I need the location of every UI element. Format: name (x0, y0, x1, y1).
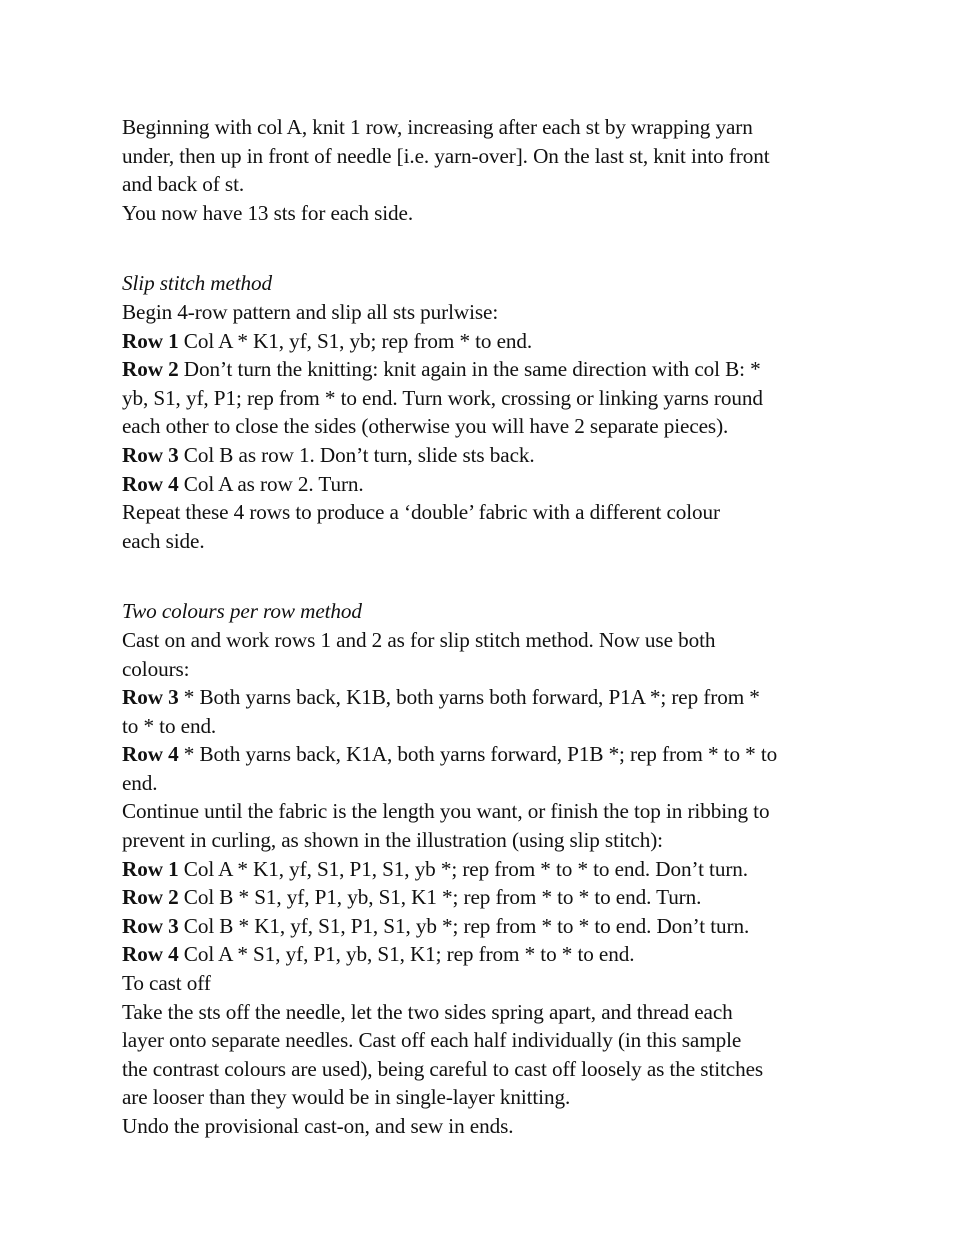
slip-stitch-section (122, 269, 857, 555)
row-instruction (122, 683, 857, 712)
row-text: Col B * S1, yf, P1, yb, S1, K1 *; rep from * to * to end. Turn. (178, 885, 702, 910)
row-text: Col A * K1, yf, S1, P1, S1, yb *; rep from * to * to end. Don’t turn. (178, 856, 748, 881)
row-instruction (122, 327, 857, 356)
row-text: * Both yarns back, K1B, both yarns both forward, P1A *; rep from * (178, 685, 760, 710)
text-line: Take the sts off the needle, let the two sides spring apart, and thread each (122, 999, 733, 1024)
text-line: yb, S1, yf, P1; rep from * to end. Turn work, crossing or linking yarns round (122, 385, 763, 410)
row-label: Row 3 (122, 442, 179, 467)
row-label: Row 4 (122, 942, 179, 967)
text-line: the contrast colours are used), being careful to cast off loosely as the stitches (122, 1056, 764, 1081)
row-instruction (122, 441, 857, 470)
row-text: Don’t turn the knitting: knit again in the same direction with col B: * (178, 357, 761, 382)
row-instruction (122, 470, 857, 499)
text-line: prevent in curling, as shown in the illustration (using slip stitch): (122, 828, 663, 853)
text-line: You now have 13 sts for each side. (122, 200, 414, 225)
row-label: Row 4 (122, 742, 179, 767)
text-line: Cast on and work rows 1 and 2 as for slip stitch method. Now use both (122, 627, 716, 652)
text-line: Continue until the fabric is the length you want, or finish the top in ribbing to (122, 799, 770, 824)
row-text: Col A * S1, yf, P1, yb, S1, K1; rep from * to * to end. (178, 942, 635, 967)
section-spacer (122, 227, 857, 269)
text-line: each other to close the sides (otherwise you will have 2 separate pieces). (122, 414, 729, 439)
row-label: Row 1 (122, 328, 179, 353)
row-instruction (122, 740, 857, 769)
row-label: Row 4 (122, 471, 179, 496)
row-instruction (122, 855, 857, 884)
document-page (122, 113, 857, 1141)
intro-paragraph (122, 113, 857, 227)
row-label: Row 3 (122, 913, 179, 938)
row-instruction (122, 912, 857, 941)
text-line: to * to end. (122, 713, 217, 738)
text-line: end. (122, 770, 158, 795)
row-text: Col B as row 1. Don’t turn, slide sts back. (178, 442, 535, 467)
two-colours-section (122, 597, 857, 1140)
text-line: Repeat these 4 rows to produce a ‘double’ fabric with a different colour (122, 500, 720, 525)
row-instruction (122, 940, 857, 969)
text-line: and back of st. (122, 172, 245, 197)
row-instruction (122, 355, 857, 384)
text-line: under, then up in front of needle [i.e. yarn-over]. On the last st, knit into front (122, 143, 770, 168)
text-line: Begin 4-row pattern and slip all sts purlwise: (122, 299, 499, 324)
row-label: Row 1 (122, 856, 179, 881)
text-line: are looser than they would be in single-layer knitting. (122, 1085, 571, 1110)
row-text: Col A as row 2. Turn. (178, 471, 364, 496)
row-text: Col B * K1, yf, S1, P1, S1, yb *; rep from * to * to end. Don’t turn. (178, 913, 750, 938)
section-heading: Two colours per row method (122, 599, 362, 624)
text-line: Beginning with col A, knit 1 row, increasing after each st by wrapping yarn (122, 115, 753, 139)
section-heading: Slip stitch method (122, 271, 273, 296)
text-line: each side. (122, 528, 205, 553)
text-line: Undo the provisional cast-on, and sew in ends. (122, 1114, 514, 1138)
subheading: To cast off (122, 971, 211, 996)
row-label: Row 3 (122, 685, 179, 710)
row-instruction (122, 883, 857, 912)
row-label: Row 2 (122, 357, 179, 382)
row-text: * Both yarns back, K1A, both yarns forward, P1B *; rep from * to * to (178, 742, 778, 767)
text-line: colours: (122, 656, 190, 681)
section-spacer (122, 555, 857, 597)
row-label: Row 2 (122, 885, 179, 910)
text-line: layer onto separate needles. Cast off each half individually (in this sample (122, 1028, 742, 1053)
row-text: Col A * K1, yf, S1, yb; rep from * to end. (178, 328, 533, 353)
